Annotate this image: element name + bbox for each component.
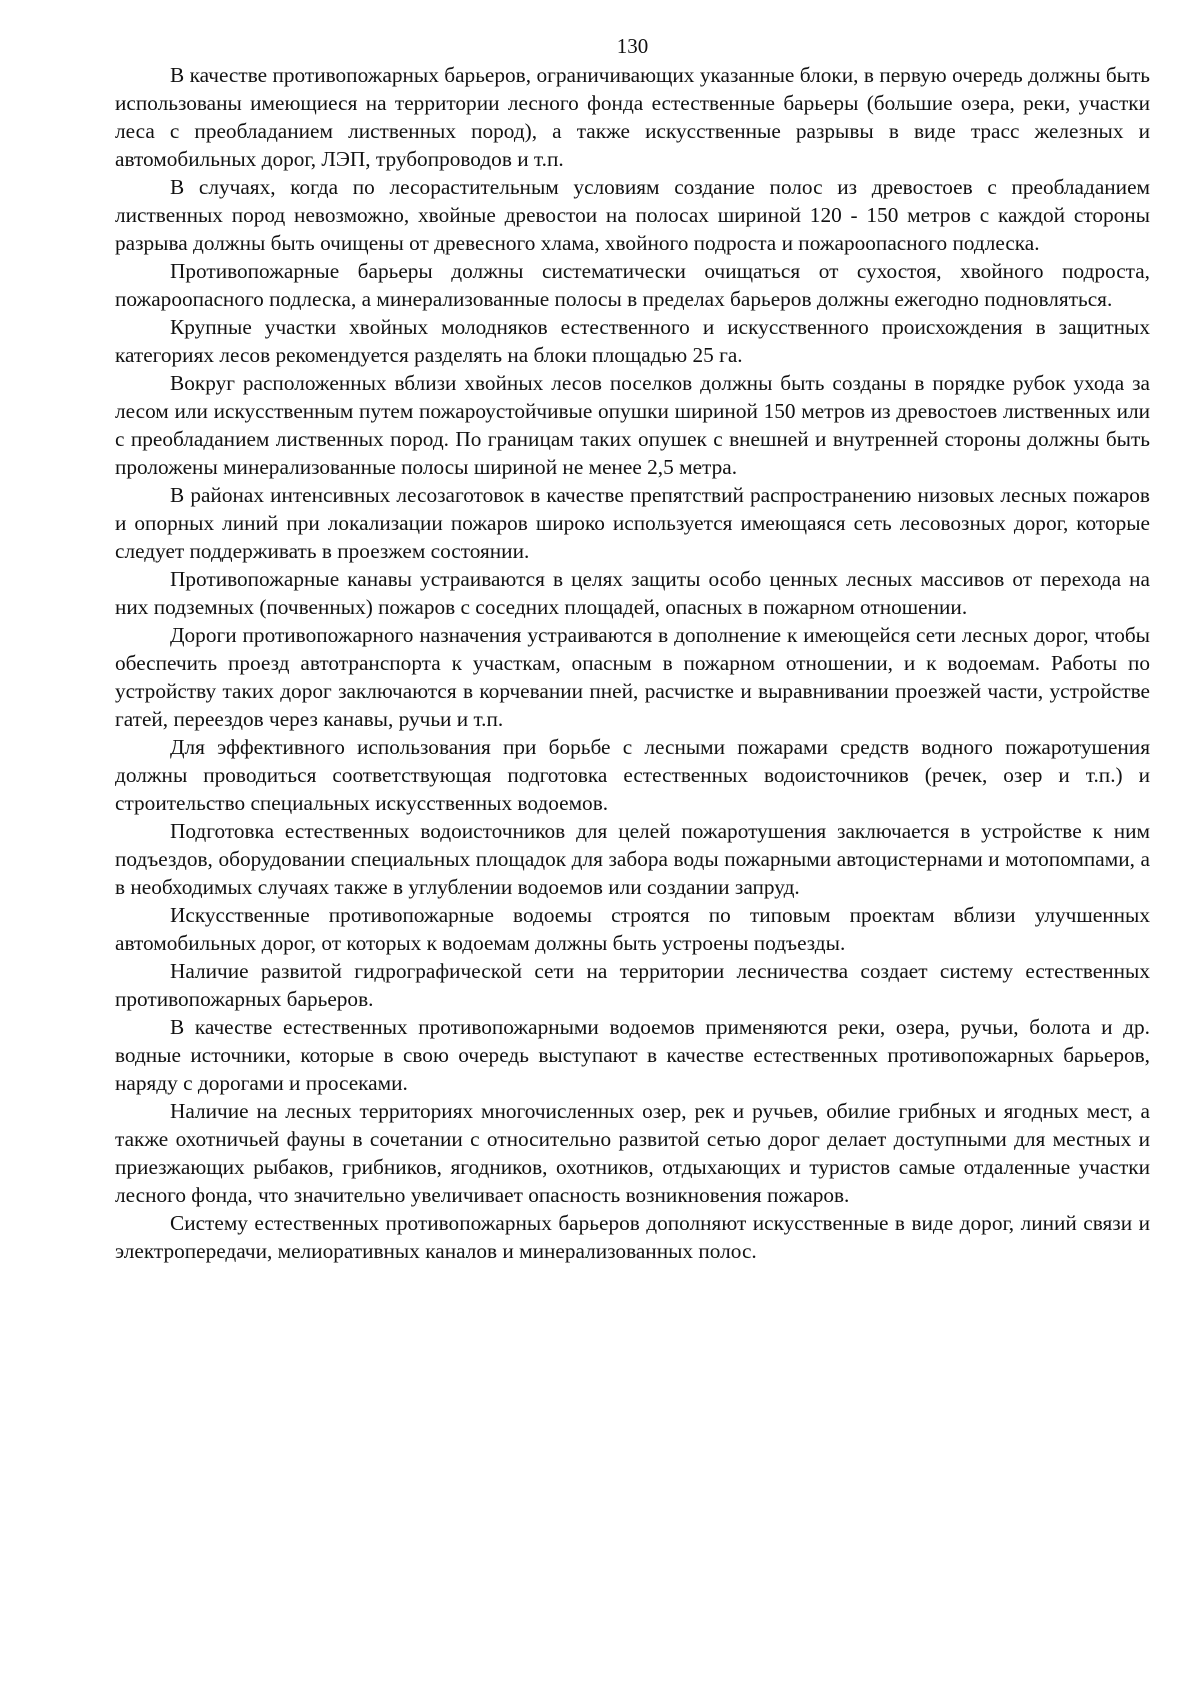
paragraph: Противопожарные канавы устраиваются в целях защиты особо ценных лесных массивов от перехода на них подземных (почвенных) пожаров с соседних площадей, опасных в пожарном отношении. xyxy=(115,567,1150,619)
paragraph: Подготовка естественных водоисточников для целей пожаротушения заключается в устройстве к ним подъездов, оборудовании специальных площадок для забора воды пожарными автоцистернами и мотопомпами, а в необходимых случаях также в углублении водоемов или создании запруд. xyxy=(115,819,1150,899)
page-number: 130 xyxy=(616,34,649,58)
paragraph: В качестве противопожарных барьеров, ограничивающих указанные блоки, в первую очередь должны быть использованы имеющиеся на территории лесного фонда естественные барьеры (большие озера, реки, участки леса с преобладанием лиственных пород), а также искусственные разрывы в виде трасс железных и автомобильных дорог, ЛЭП, трубопроводов и т.п. xyxy=(115,63,1150,171)
paragraph: Для эффективного использования при борьбе с лесными пожарами средств водного пожаротушения должны проводиться соответствующая подготовка естественных водоисточников (речек, озер и т.п.) и строительство специальных искусственных водоемов. xyxy=(115,735,1150,815)
paragraph: Вокруг расположенных вблизи хвойных лесов поселков должны быть созданы в порядке рубок ухода за лесом или искусственным путем пожароустойчивые опушки шириной 150 метров из древостоев лиственных или с преобладанием лиственных пород. По границам таких опушек с внешней и внутренней стороны должны быть проложены минерализованные полосы шириной не менее 2,5 метра. xyxy=(115,371,1150,479)
paragraph: Наличие на лесных территориях многочисленных озер, рек и ручьев, обилие грибных и ягодных мест, а также охотничьей фауны в сочетании с относительно развитой сетью дорог делает доступными для местных и приезжающих рыбаков, грибников, ягодников, охотников, отдыхающих и туристов самые отдаленные участки лесного фонда, что значительно увеличивает опасность возникновения пожаров. xyxy=(115,1099,1150,1207)
paragraph: В качестве естественных противопожарными водоемов применяются реки, озера, ручьи, болота и др. водные источники, которые в свою очередь выступают в качестве естественных противопожарных барьеров, наряду с дорогами и просеками. xyxy=(115,1015,1150,1095)
paragraph: Систему естественных противопожарных барьеров дополняют искусственные в виде дорог, линий связи и электропередачи, мелиоративных каналов и минерализованных полос. xyxy=(115,1211,1150,1263)
paragraph: Крупные участки хвойных молодняков естественного и искусственного происхождения в защитных категориях лесов рекомендуется разделять на блоки площадью 25 га. xyxy=(115,315,1150,367)
paragraph: Дороги противопожарного назначения устраиваются в дополнение к имеющейся сети лесных дорог, чтобы обеспечить проезд автотранспорта к участкам, опасным в пожарном отношении, и к водоемам. Работы по устройству таких дорог заключаются в корчевании пней, расчистке и выравнивании проезжей части, устройстве гатей, переездов через канавы, ручьи и т.п. xyxy=(115,623,1150,731)
paragraph: Наличие развитой гидрографической сети на территории лесничества создает систему естественных противопожарных барьеров. xyxy=(115,959,1150,1011)
paragraph: Искусственные противопожарные водоемы строятся по типовым проектам вблизи улучшенных автомобильных дорог, от которых к водоемам должны быть устроены подъезды. xyxy=(115,903,1150,955)
paragraph: Противопожарные барьеры должны систематически очищаться от сухостоя, хвойного подроста, пожароопасного подлеска, а минерализованные полосы в пределах барьеров должны ежегодно подновляться. xyxy=(115,259,1150,311)
document-page xyxy=(115,32,1150,1265)
paragraph: В районах интенсивных лесозаготовок в качестве препятствий распространению низовых лесных пожаров и опорных линий при локализации пожаров широко используется имеющаяся сеть лесовозных дорог, которые следует поддерживать в проезжем состоянии. xyxy=(115,483,1150,563)
paragraph: В случаях, когда по лесорастительным условиям создание полос из древостоев с преобладанием лиственных пород невозможно, хвойные древостои на полосах шириной 120 - 150 метров с каждой стороны разрыва должны быть очищены от древесного хлама, хвойного подроста и пожароопасного подлеска. xyxy=(115,175,1150,255)
